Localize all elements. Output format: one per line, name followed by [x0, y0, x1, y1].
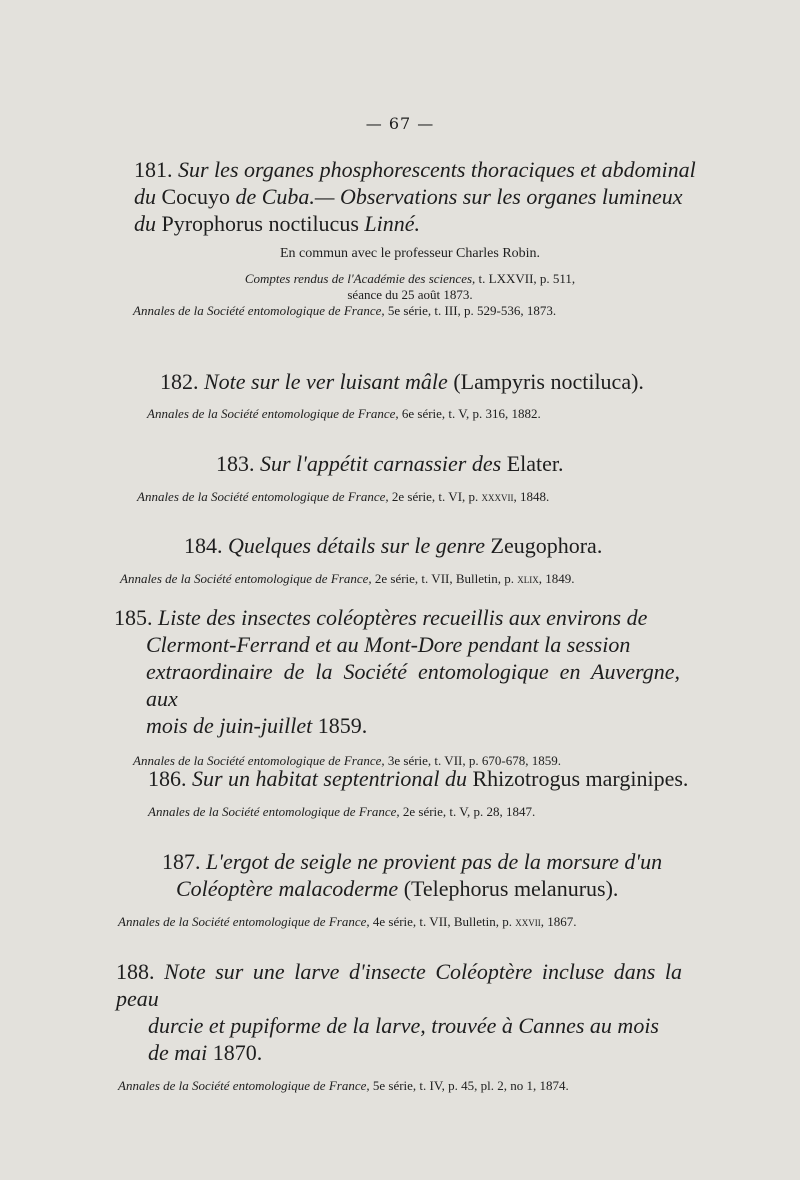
entry-title [0, 1012, 682, 1039]
journal-name: Annales de la Société entomologique de France, [133, 753, 385, 768]
reference-details: 2e série, t. VII, Bulletin, p. [374, 571, 514, 586]
title-part: Sur l'appétit carnassier des [260, 451, 502, 476]
entry-title [0, 712, 800, 739]
journal-name: Annales de la Société entomologique de France, [133, 303, 385, 318]
entry-184 [0, 532, 800, 587]
entry-title [0, 183, 800, 210]
title-part: Zeugophora. [490, 533, 603, 558]
journal-name: Annales de la Société entomologique de France, [137, 489, 389, 504]
reference-details: 4e série, t. VII, Bulletin, p. [372, 914, 512, 929]
entry-title [0, 532, 800, 559]
title-part: (Lampyris noctiluca). [453, 369, 644, 394]
title-part: Coléoptère malacoderme [176, 876, 399, 901]
journal-name: Annales de la Société entomologique de France, [148, 804, 400, 819]
reference-details: 1848. [520, 489, 550, 504]
title-part: 1859. [317, 713, 368, 738]
entry-188 [0, 958, 800, 1094]
title-part: Rhizotrogus marginipes. [472, 766, 689, 791]
reference-details: 3e série, t. VII, p. 670-678, 1859. [387, 753, 561, 768]
entry-title [0, 604, 680, 631]
title-part: Pyrophorus noctilucus [161, 211, 359, 236]
reference-details: xlix, [517, 571, 542, 586]
entry-title [0, 958, 682, 1012]
title-line: Liste des insectes coléoptères recueillis aux environs de [158, 605, 648, 630]
entry-number: 181. [134, 157, 173, 182]
reference-line [0, 804, 800, 820]
title-part: (Telephorus melanurus). [403, 876, 619, 901]
journal-name: Comptes rendus de l'Académie des sciences, [244, 271, 476, 286]
coauthor-note: En commun avec le professeur Charles Robin. [279, 246, 541, 261]
reference-line [0, 303, 800, 319]
title-line: extraordinaire de la Société entomologique en Auvergne, aux [146, 659, 680, 711]
title-part: Note sur le ver luisant mâle [204, 369, 448, 394]
entry-number: 185. [114, 605, 153, 630]
entry-185 [0, 604, 800, 769]
journal-name: Annales de la Société entomologique de France, [118, 1078, 370, 1093]
reference-details: 1867. [547, 914, 577, 929]
title-part: Cocuyo [161, 184, 230, 209]
entry-number: 187. [162, 849, 201, 874]
title-line: Sur les organes phosphorescents thoraciques et abdominal [178, 157, 696, 182]
reference-details: séance du 25 août 1873. [347, 287, 473, 302]
title-part: 1870. [212, 1040, 263, 1065]
reference-details: 2e série, t. VI, p. [391, 489, 479, 504]
entry-title [0, 631, 680, 658]
title-part: Cuba.— Observations sur les organes lumineux [261, 184, 683, 209]
entry-number: 182. [160, 369, 199, 394]
entry-title [0, 658, 680, 712]
reference-line [0, 489, 800, 505]
entry-title [0, 875, 800, 902]
reference-line [0, 271, 800, 287]
journal-name: Annales de la Société entomologique de France, [118, 914, 370, 929]
title-part: Linné. [364, 211, 421, 236]
entry-182 [0, 368, 800, 422]
title-part: Elater. [506, 451, 564, 476]
entry-title [0, 368, 800, 395]
entry-title [0, 1039, 800, 1066]
title-part: Quelques détails sur le genre [228, 533, 486, 558]
title-part: de [235, 184, 257, 209]
title-line: Note sur une larve d'insecte Coléoptère incluse dans la peau [116, 959, 683, 1011]
reference-details: xxvii, [515, 914, 544, 929]
reference-line [0, 406, 800, 422]
entry-183 [0, 450, 800, 505]
reference-details: t. LXXVII, p. 511, [478, 271, 576, 286]
page-number: — 67 — [365, 114, 435, 133]
entry-title [0, 848, 800, 875]
title-line: Clermont-Ferrand et au Mont-Dore pendant la session [146, 632, 631, 657]
entry-number: 183. [216, 451, 255, 476]
entry-title [0, 156, 800, 183]
reference-details: 1849. [545, 571, 575, 586]
entry-title [0, 765, 800, 792]
title-part: de mai [148, 1040, 208, 1065]
entry-186 [0, 765, 800, 820]
entry-181 [0, 156, 800, 319]
reference-line [0, 571, 800, 587]
reference-line [0, 287, 800, 303]
journal-name: Annales de la Société entomologique de France, [120, 571, 372, 586]
title-part: Sur un habitat septentrional du [192, 766, 467, 791]
reference-details: xxxvii, [481, 489, 517, 504]
reference-details: 5e série, t. III, p. 529-536, 1873. [387, 303, 557, 318]
entry-number: 184. [184, 533, 223, 558]
entry-number: 188. [116, 959, 155, 984]
reference-line [0, 914, 800, 930]
entry-title [0, 210, 800, 237]
title-part: du [134, 211, 156, 236]
entry-title [0, 450, 800, 477]
title-part: mois de juin-juillet [146, 713, 313, 738]
reference-line [0, 1078, 800, 1094]
reference-details: 5e série, t. IV, p. 45, pl. 2, no 1, 1874. [372, 1078, 569, 1093]
reference-details: 2e série, t. V, p. 28, 1847. [402, 804, 536, 819]
title-part: du [134, 184, 156, 209]
title-line: L'ergot de seigle ne provient pas de la morsure d'un [206, 849, 663, 874]
entry-187 [0, 848, 800, 930]
title-line: durcie et pupiforme de la larve, trouvée à Cannes au mois [148, 1013, 659, 1038]
reference-details: 6e série, t. V, p. 316, 1882. [401, 406, 541, 421]
journal-name: Annales de la Société entomologique de France, [147, 406, 399, 421]
entry-number: 186. [148, 766, 187, 791]
